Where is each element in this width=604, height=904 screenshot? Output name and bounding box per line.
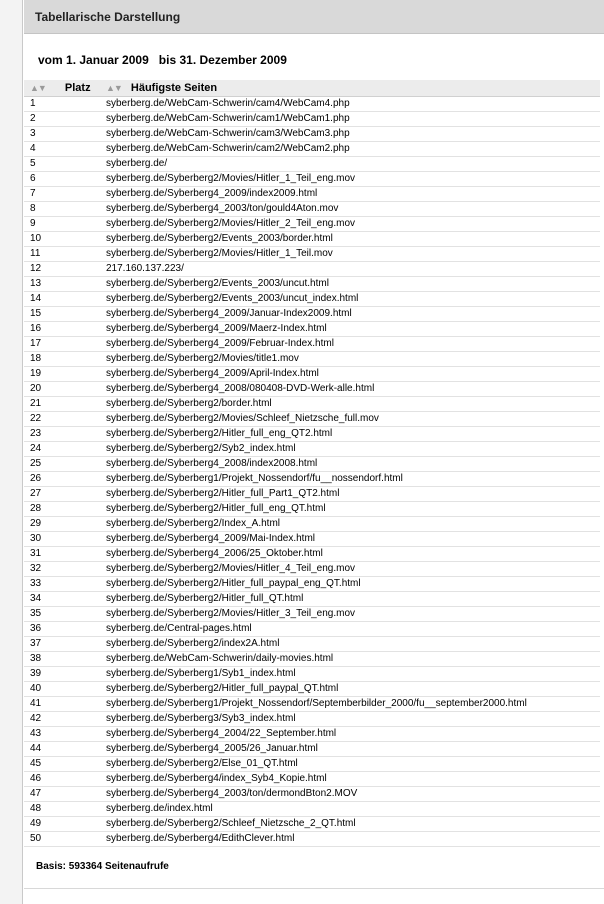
row-page-url: 217.160.137.223/ — [106, 262, 600, 277]
table-row — [24, 562, 600, 577]
sort-arrows-icon[interactable]: ▲▼ — [30, 83, 46, 93]
row-page-url: syberberg.de/WebCam-Schwerin/cam4/WebCam4.php — [106, 97, 600, 112]
row-page-url: syberberg.de/Syberberg4_2003/ton/dermondBton2.MOV — [106, 787, 600, 802]
table-row — [24, 397, 600, 412]
table-row — [24, 817, 600, 832]
row-rank: 45 — [24, 757, 106, 772]
table-row — [24, 697, 600, 712]
table-row — [24, 712, 600, 727]
row-rank: 20 — [24, 382, 106, 397]
row-rank: 11 — [24, 247, 106, 262]
row-rank: 29 — [24, 517, 106, 532]
row-rank: 28 — [24, 502, 106, 517]
row-rank: 22 — [24, 412, 106, 427]
row-rank: 26 — [24, 472, 106, 487]
row-page-url: syberberg.de/Syberberg2/Events_2003/uncut_index.html — [106, 292, 600, 307]
row-rank: 14 — [24, 292, 106, 307]
table-row — [24, 547, 600, 562]
table-row — [24, 322, 600, 337]
row-rank: 25 — [24, 457, 106, 472]
table-row — [24, 292, 600, 307]
row-rank: 37 — [24, 637, 106, 652]
row-rank: 9 — [24, 217, 106, 232]
row-page-url: syberberg.de/Syberberg2/Hitler_full_QT.html — [106, 592, 600, 607]
column-header-page[interactable] — [106, 80, 600, 97]
panel-title: Tabellarische Darstellung — [24, 0, 604, 34]
table-row — [24, 127, 600, 142]
basis-label: Basis: — [36, 861, 67, 872]
range-from-label: vom — [38, 53, 63, 67]
row-page-url: syberberg.de/Syberberg4_2009/Januar-Index2009.html — [106, 307, 600, 322]
table-row — [24, 757, 600, 772]
row-rank: 31 — [24, 547, 106, 562]
row-rank: 32 — [24, 562, 106, 577]
row-rank: 27 — [24, 487, 106, 502]
table-row — [24, 607, 600, 622]
table-row — [24, 307, 600, 322]
row-page-url: syberberg.de/Syberberg4_2008/080408-DVD-Werk-alle.html — [106, 382, 600, 397]
table-row — [24, 382, 600, 397]
table-row — [24, 157, 600, 172]
row-page-url: syberberg.de/Syberberg2/Else_01_QT.html — [106, 757, 600, 772]
row-page-url: syberberg.de/Syberberg2/Schleef_Nietzsche_2_QT.html — [106, 817, 600, 832]
row-page-url: syberberg.de/Syberberg1/Projekt_Nossendorf/fu__nossendorf.html — [106, 472, 600, 487]
row-page-url: syberberg.de/Syberberg4_2004/22_September.html — [106, 727, 600, 742]
row-rank: 1 — [24, 97, 106, 112]
row-page-url: syberberg.de/Syberberg2/Hitler_full_Part1_QT2.html — [106, 487, 600, 502]
row-rank: 34 — [24, 592, 106, 607]
row-page-url: syberberg.de/Syberberg2/border.html — [106, 397, 600, 412]
date-range — [38, 52, 604, 68]
table-row — [24, 472, 600, 487]
row-page-url: syberberg.de/Syberberg2/Movies/Hitler_1_Teil_eng.mov — [106, 172, 600, 187]
column-header-rank[interactable] — [24, 80, 106, 97]
row-page-url: syberberg.de/Syberberg4_2009/Maerz-Index.html — [106, 322, 600, 337]
row-page-url: syberberg.de/Syberberg2/Hitler_full_paypal_eng_QT.html — [106, 577, 600, 592]
sort-arrows-icon[interactable]: ▲▼ — [106, 83, 122, 93]
table-row — [24, 742, 600, 757]
row-rank: 5 — [24, 157, 106, 172]
row-page-url: syberberg.de/Syberberg4_2003/ton/gould4Aton.mov — [106, 202, 600, 217]
row-page-url: syberberg.de/Syberberg2/index2A.html — [106, 637, 600, 652]
row-page-url: syberberg.de/Syberberg2/Events_2003/border.html — [106, 232, 600, 247]
table-row — [24, 682, 600, 697]
range-to-label: bis — [158, 53, 177, 67]
row-page-url: syberberg.de/Syberberg2/Hitler_full_paypal_QT.html — [106, 682, 600, 697]
table-row — [24, 172, 600, 187]
row-rank: 23 — [24, 427, 106, 442]
table-row — [24, 457, 600, 472]
row-page-url: syberberg.de/Central-pages.html — [106, 622, 600, 637]
table-row — [24, 832, 600, 847]
table-row — [24, 772, 600, 787]
table-row — [24, 502, 600, 517]
row-rank: 16 — [24, 322, 106, 337]
row-page-url: syberberg.de/ — [106, 157, 600, 172]
row-page-url: syberberg.de/WebCam-Schwerin/cam3/WebCam3.php — [106, 127, 600, 142]
row-rank: 42 — [24, 712, 106, 727]
bottom-divider — [24, 888, 604, 889]
row-page-url: syberberg.de/Syberberg4_2008/index2008.html — [106, 457, 600, 472]
row-page-url: syberberg.de/Syberberg2/Movies/Schleef_Nietzsche_full.mov — [106, 412, 600, 427]
row-page-url: syberberg.de/Syberberg1/Syb1_index.html — [106, 667, 600, 682]
row-page-url: syberberg.de/Syberberg4_2009/Mai-Index.html — [106, 532, 600, 547]
row-rank: 40 — [24, 682, 106, 697]
row-rank: 2 — [24, 112, 106, 127]
table-row — [24, 487, 600, 502]
table-body — [24, 97, 600, 847]
row-rank: 47 — [24, 787, 106, 802]
table-row — [24, 442, 600, 457]
table-row — [24, 787, 600, 802]
basis-summary — [36, 861, 604, 872]
basis-value: 593364 Seitenaufrufe — [68, 861, 169, 872]
row-rank: 41 — [24, 697, 106, 712]
table-row — [24, 232, 600, 247]
table-row — [24, 517, 600, 532]
row-page-url: syberberg.de/Syberberg4/index_Syb4_Kopie.html — [106, 772, 600, 787]
table-row — [24, 277, 600, 292]
row-rank: 19 — [24, 367, 106, 382]
row-page-url: syberberg.de/Syberberg2/Syb2_index.html — [106, 442, 600, 457]
table-row — [24, 262, 600, 277]
table-row — [24, 112, 600, 127]
table-row — [24, 427, 600, 442]
row-page-url: syberberg.de/Syberberg2/Hitler_full_eng_QT2.html — [106, 427, 600, 442]
row-rank: 10 — [24, 232, 106, 247]
row-page-url: syberberg.de/WebCam-Schwerin/cam1/WebCam1.php — [106, 112, 600, 127]
row-rank: 46 — [24, 772, 106, 787]
row-rank: 39 — [24, 667, 106, 682]
row-rank: 21 — [24, 397, 106, 412]
row-page-url: syberberg.de/Syberberg2/Movies/title1.mov — [106, 352, 600, 367]
row-rank: 18 — [24, 352, 106, 367]
row-rank: 12 — [24, 262, 106, 277]
row-page-url: syberberg.de/Syberberg2/Index_A.html — [106, 517, 600, 532]
row-rank: 48 — [24, 802, 106, 817]
row-rank: 3 — [24, 127, 106, 142]
row-page-url: syberberg.de/Syberberg4_2009/Februar-Index.html — [106, 337, 600, 352]
table-row — [24, 187, 600, 202]
row-rank: 6 — [24, 172, 106, 187]
row-page-url: syberberg.de/Syberberg4/EdithClever.html — [106, 832, 600, 847]
row-rank: 13 — [24, 277, 106, 292]
range-to-date: 31. Dezember 2009 — [179, 53, 287, 67]
row-rank: 43 — [24, 727, 106, 742]
table-row — [24, 577, 600, 592]
row-rank: 30 — [24, 532, 106, 547]
row-page-url: syberberg.de/Syberberg2/Movies/Hitler_2_Teil_eng.mov — [106, 217, 600, 232]
table-row — [24, 667, 600, 682]
row-rank: 4 — [24, 142, 106, 157]
table-row — [24, 637, 600, 652]
left-sidebar — [0, 0, 23, 904]
row-page-url: syberberg.de/WebCam-Schwerin/cam2/WebCam2.php — [106, 142, 600, 157]
row-page-url: syberberg.de/Syberberg1/Projekt_Nossendorf/Septemberbilder_2000/fu__september2000.html — [106, 697, 600, 712]
stats-panel — [24, 0, 604, 904]
table-row — [24, 352, 600, 367]
table-row — [24, 652, 600, 667]
range-from-date: 1. Januar 2009 — [66, 53, 149, 67]
row-rank: 15 — [24, 307, 106, 322]
table-row — [24, 802, 600, 817]
row-page-url: syberberg.de/Syberberg4_2005/26_Januar.html — [106, 742, 600, 757]
row-page-url: syberberg.de/Syberberg2/Movies/Hitler_4_Teil_eng.mov — [106, 562, 600, 577]
row-page-url: syberberg.de/index.html — [106, 802, 600, 817]
row-rank: 49 — [24, 817, 106, 832]
row-rank: 36 — [24, 622, 106, 637]
table-row — [24, 367, 600, 382]
table-row — [24, 142, 600, 157]
table-row — [24, 412, 600, 427]
table-row — [24, 592, 600, 607]
table-row — [24, 337, 600, 352]
row-page-url: syberberg.de/Syberberg2/Hitler_full_eng_QT.html — [106, 502, 600, 517]
table-row — [24, 622, 600, 637]
column-header-rank-label: Platz — [64, 82, 91, 94]
top-pages-table — [24, 80, 600, 847]
row-page-url: syberberg.de/Syberberg2/Events_2003/uncut.html — [106, 277, 600, 292]
row-rank: 24 — [24, 442, 106, 457]
row-rank: 7 — [24, 187, 106, 202]
column-header-page-label: Häufigste Seiten — [130, 82, 218, 94]
table-row — [24, 97, 600, 112]
row-rank: 33 — [24, 577, 106, 592]
row-page-url: syberberg.de/Syberberg4_2009/April-Index.html — [106, 367, 600, 382]
row-page-url: syberberg.de/Syberberg2/Movies/Hitler_1_Teil.mov — [106, 247, 600, 262]
table-row — [24, 727, 600, 742]
table-row — [24, 202, 600, 217]
row-page-url: syberberg.de/Syberberg4_2009/index2009.html — [106, 187, 600, 202]
row-page-url: syberberg.de/Syberberg2/Movies/Hitler_3_Teil_eng.mov — [106, 607, 600, 622]
table-row — [24, 247, 600, 262]
row-rank: 44 — [24, 742, 106, 757]
row-rank: 17 — [24, 337, 106, 352]
row-rank: 8 — [24, 202, 106, 217]
row-page-url: syberberg.de/Syberberg3/Syb3_index.html — [106, 712, 600, 727]
table-header-row — [24, 80, 600, 97]
table-row — [24, 217, 600, 232]
row-rank: 50 — [24, 832, 106, 847]
row-rank: 35 — [24, 607, 106, 622]
row-rank: 38 — [24, 652, 106, 667]
row-page-url: syberberg.de/Syberberg4_2006/25_Oktober.html — [106, 547, 600, 562]
row-page-url: syberberg.de/WebCam-Schwerin/daily-movies.html — [106, 652, 600, 667]
table-row — [24, 532, 600, 547]
